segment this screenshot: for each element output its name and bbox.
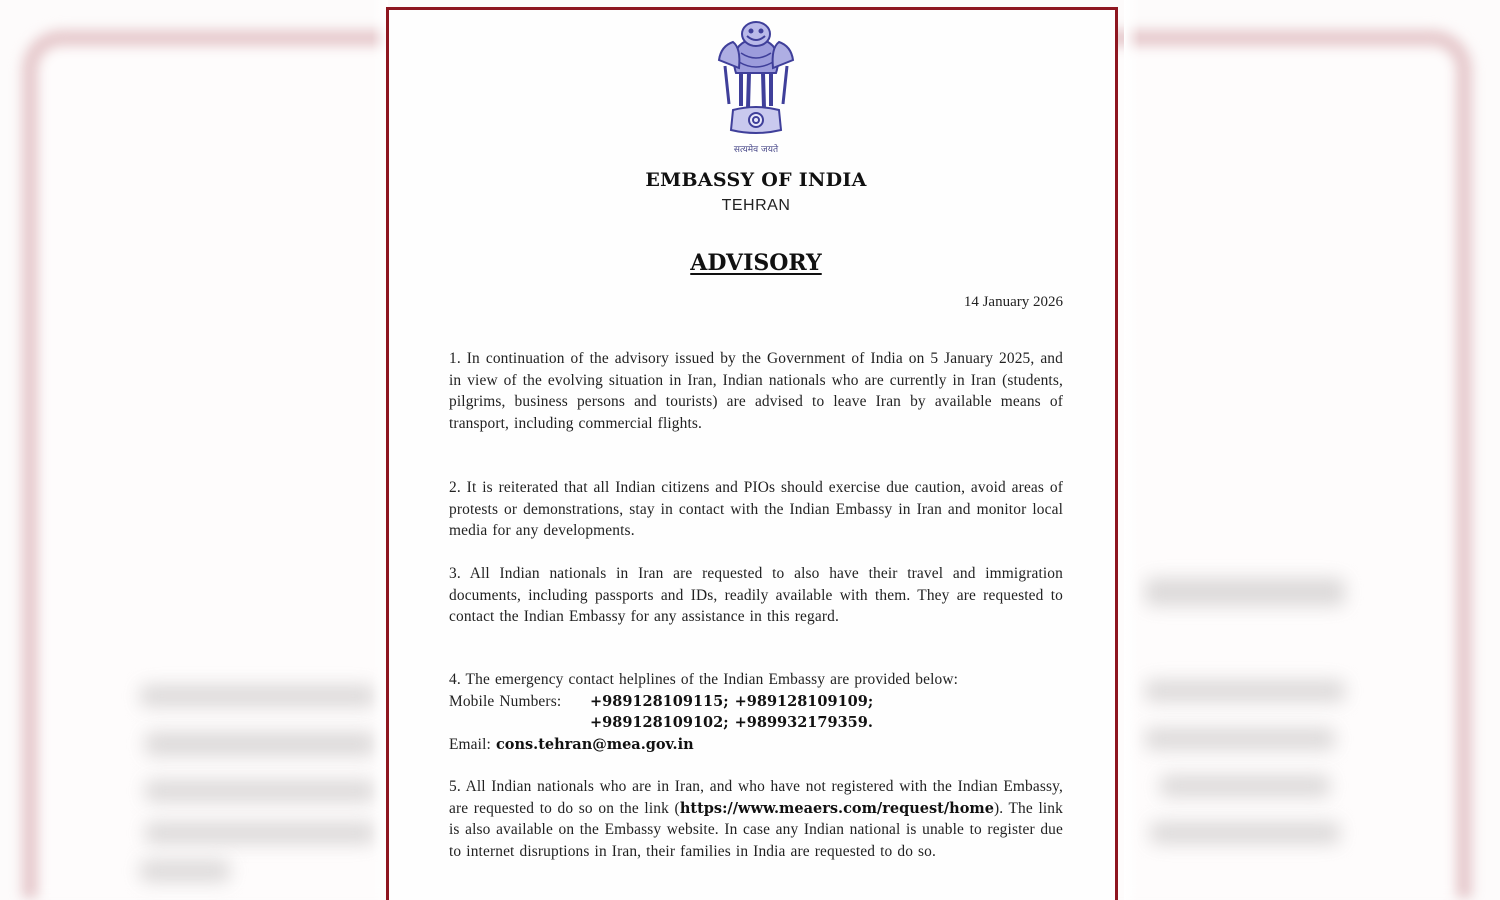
mobile-numbers-label: Mobile Numbers:	[449, 692, 562, 710]
blurred-text-block	[1145, 578, 1345, 606]
city-heading: TEHRAN	[721, 197, 791, 214]
document-title: ADVISORY	[690, 250, 822, 276]
blurred-text-block	[145, 822, 375, 844]
blurred-text-block	[1160, 775, 1330, 797]
advisory-document	[386, 7, 1118, 900]
emblem-motto: सत्यमेव जयते	[733, 145, 779, 155]
paragraph-3: 3. All Indian nationals in Iran are requested to also have their travel and immigration documents, including passports and IDs, readily available with them. They are requested to contact the Indian Embassy for any assistance in this regard.	[449, 565, 1063, 625]
mobile-numbers-list	[590, 691, 873, 734]
paragraph-5-text-after: ). The link is also available on the Embassy website. In case any Indian national is unable to register due to internet disruptions in Iran, their families in India are requested to do so.	[449, 799, 1063, 860]
contacts-intro: 4. The emergency contact helplines of the Indian Embassy are provided below:	[449, 671, 959, 688]
email-row	[449, 734, 1063, 756]
registration-link[interactable]: https://www.meaers.com/request/home	[679, 799, 994, 817]
national-emblem	[711, 18, 801, 158]
blurred-text-block	[145, 780, 375, 802]
mobile-numbers-row	[449, 691, 1063, 734]
blurred-text-block	[140, 685, 375, 707]
blurred-text-block	[145, 732, 375, 756]
blurred-text-block	[1145, 728, 1335, 750]
email-address[interactable]: cons.tehran@mea.gov.in	[495, 735, 694, 753]
national-emblem-icon	[711, 18, 801, 143]
mobile-numbers-line-2[interactable]: +989128109102; +989932179359.	[590, 714, 873, 731]
paragraph-5	[449, 776, 1063, 862]
blurred-text-block	[1145, 680, 1345, 702]
paragraph-2: 2. It is reiterated that all Indian citizens and PIOs should exercise due caution, avoid areas of protests or demonstrations, stay in contact with the Indian Embassy in Iran and monitor local media for any developments.	[449, 479, 1063, 539]
email-label: Email:	[449, 735, 491, 753]
blurred-text-block	[1150, 822, 1340, 844]
edge-fade	[1124, 0, 1140, 900]
document-body	[449, 10, 1063, 890]
blurred-text-block	[140, 860, 230, 882]
paragraph-5-text-before: 5. All Indian nationals who are in Iran, and who have not registered with the Indian Embassy, are requested to do so on the link (	[449, 778, 1063, 817]
paragraph-1: 1. In continuation of the advisory issued by the Government of India on 5 January 2025, and in view of the evolving situation in Iran, Indian nationals who are currently in Iran (students, pilgrims, business persons and tourists) are advised to leave Iran by available means of transport, including commercial flights.	[449, 350, 1063, 432]
mobile-numbers-line-1[interactable]: +989128109115; +989128109109;	[590, 692, 874, 710]
paragraph-4-contacts	[449, 669, 1063, 755]
organization-heading: EMBASSY OF INDIA	[645, 169, 867, 191]
document-date: 14 January 2026	[963, 294, 1063, 310]
